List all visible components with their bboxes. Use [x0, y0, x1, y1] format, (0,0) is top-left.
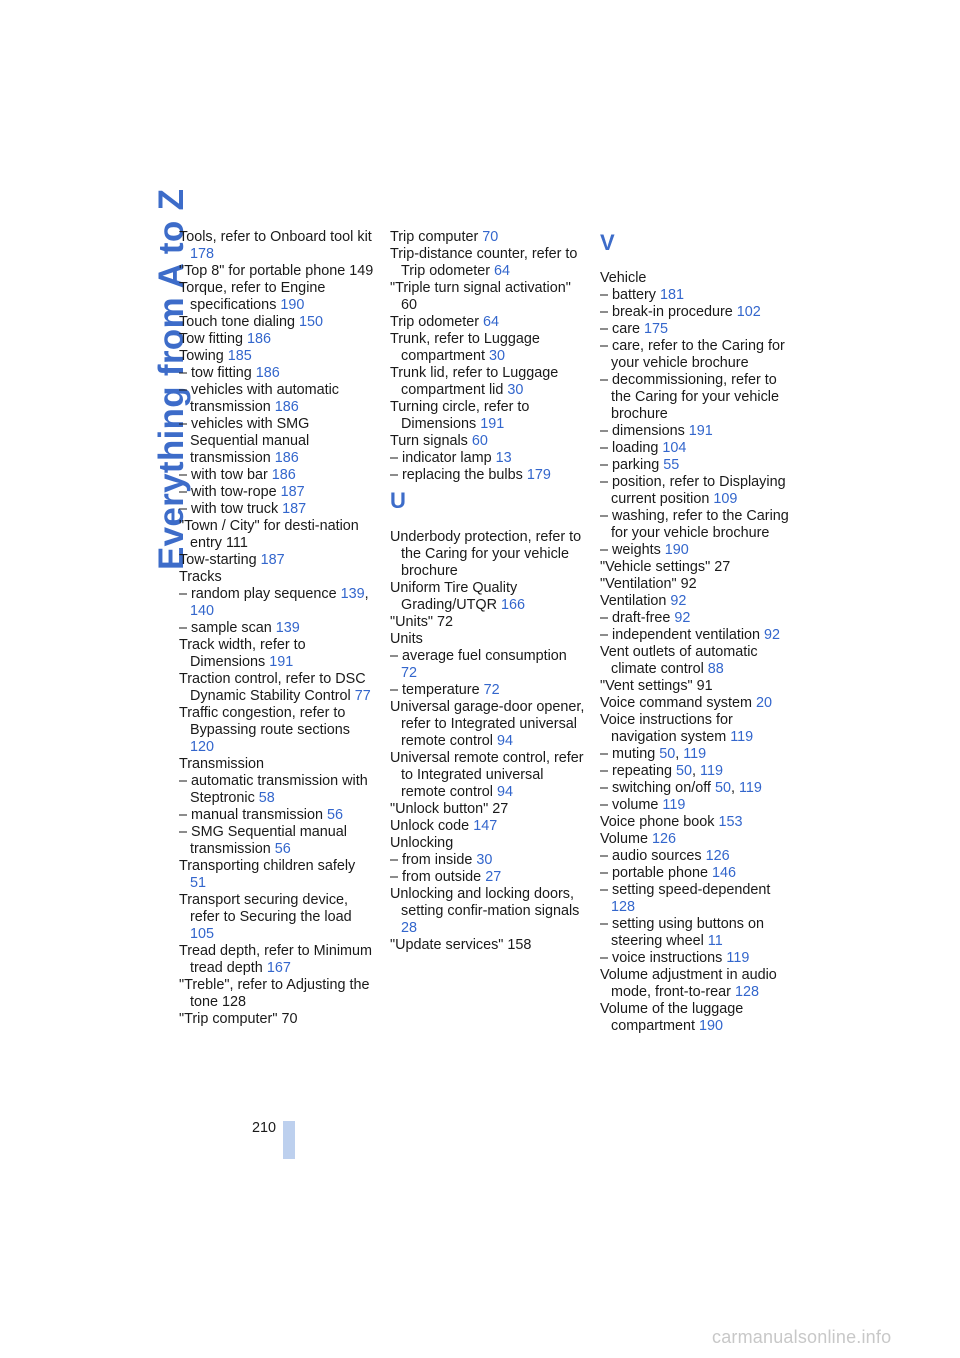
index-entry: [390, 631, 586, 648]
index-entry: [179, 416, 375, 467]
page-reference-link[interactable]: 77: [354, 688, 371, 704]
index-entry-text: Trip-distance counter, refer to Trip odometer: [390, 246, 578, 279]
index-entry: [390, 937, 586, 954]
page-number: 210: [252, 1120, 277, 1136]
index-entry: [600, 372, 794, 423]
watermark: carmanualsonline.info: [712, 1327, 892, 1347]
page-reference-link[interactable]: 64: [494, 263, 511, 279]
index-entry-text: Volume: [600, 831, 648, 847]
index-entry-text: – dimensions: [600, 423, 685, 439]
index-entry: – repeating 50, 119: [600, 763, 723, 779]
page-reference-link[interactable]: 119: [726, 950, 750, 966]
index-entry: [600, 695, 794, 712]
index-entry-text: Traction control, refer to DSC Dynamic Stability Control: [179, 671, 366, 704]
index-entry-text: Towing: [179, 348, 224, 364]
index-entry: [600, 814, 794, 831]
page-reference-link[interactable]: 119: [662, 797, 686, 813]
page-reference-link[interactable]: 175: [644, 321, 669, 337]
index-entry-text: Voice phone book: [600, 814, 715, 830]
page-reference-link[interactable]: 150: [299, 314, 324, 330]
index-entry-text: Ventilation: [600, 593, 667, 609]
page-reference-link[interactable]: 191: [269, 654, 294, 670]
index-entry: [179, 365, 375, 382]
index-entry: [390, 529, 586, 580]
index-entry-text: "Units" 72: [390, 614, 454, 630]
index-entry: [390, 648, 586, 682]
index-entry-text: Unlock code: [390, 818, 470, 834]
index-entry: [390, 450, 586, 467]
index-entry-text: Turning circle, refer to Dimensions: [390, 399, 530, 432]
page-reference-link[interactable]: 11: [707, 933, 723, 949]
page-reference-link[interactable]: 104: [662, 440, 687, 456]
index-entry: [179, 552, 375, 569]
index-entry: [390, 682, 586, 699]
page-reference-link[interactable]: 27: [485, 869, 502, 885]
index-entry-text: – setting using buttons on steering wheel: [600, 916, 765, 949]
index-entry-text: – volume: [600, 797, 659, 813]
index-entry: [179, 263, 375, 280]
index-entry: [179, 858, 375, 892]
index-entry-text: Uniform Tire Quality Grading/UTQR: [390, 580, 518, 613]
index-entry: [179, 892, 375, 943]
index-entry-text: – muting: [600, 746, 656, 762]
page-reference-link[interactable]: 92: [670, 593, 687, 609]
index-entry: [390, 818, 586, 835]
index-entry-text: Track width, refer to Dimensions: [179, 637, 306, 670]
index-entry: [600, 1001, 794, 1035]
index-entry: [179, 705, 375, 756]
index-entry-text: Unlocking and locking doors, setting confir-mation signals: [390, 886, 580, 919]
index-entry-text: Trunk, refer to Luggage compartment: [390, 331, 540, 364]
index-entry: – switching on/off 50, 119: [600, 780, 762, 796]
index-entry-text: – independent ventilation: [600, 627, 761, 643]
index-entry-text: Universal garage-door opener, refer to Integrated universal remote control: [390, 699, 585, 749]
index-entry-text: Vent outlets of automatic climate control: [600, 644, 758, 677]
index-entry-text: – replacing the bulbs: [390, 467, 523, 483]
page-reference-link[interactable]: 187: [280, 484, 305, 500]
index-entry: [390, 852, 586, 869]
page-reference-link[interactable]: 92: [764, 627, 781, 643]
page-reference-link[interactable]: 51: [190, 875, 207, 891]
index-entry-text: Voice command system: [600, 695, 752, 711]
page-reference-link[interactable]: 119: [683, 746, 707, 762]
index-entry: [179, 314, 375, 331]
page-reference-link[interactable]: 167: [266, 960, 291, 976]
index-entry-text: – vehicles with automatic transmission: [179, 382, 339, 415]
index-entry: [600, 321, 794, 338]
index-entry-text: – tow fitting: [179, 365, 252, 381]
index-entry: [600, 865, 794, 882]
index-entry: [179, 1011, 375, 1028]
index-entry-text: "Unlock button" 27: [390, 801, 509, 817]
index-entry: – muting 50, 119: [600, 746, 707, 762]
index-entry-text: Units: [390, 631, 423, 647]
page-reference-link[interactable]: 119: [700, 763, 723, 779]
index-column-3: [600, 229, 794, 1035]
index-entry: [179, 280, 375, 314]
page-reference-link[interactable]: 13: [495, 450, 512, 466]
page-reference-link[interactable]: 105: [190, 926, 215, 942]
index-entry-text: "Update services" 158: [390, 937, 532, 953]
index-entry: [600, 848, 794, 865]
index-entry: [179, 569, 375, 586]
index-entry: [390, 801, 586, 818]
index-entry-text: – washing, refer to the Caring for your vehicle brochure: [600, 508, 789, 541]
index-entry: [179, 620, 375, 637]
page-reference-link[interactable]: 147: [473, 818, 498, 834]
index-entry-text: "Top 8" for portable phone 149: [179, 263, 374, 279]
page-reference-link[interactable]: 56: [274, 841, 291, 857]
index-entry-text: Transporting children safely: [179, 858, 356, 874]
page-reference-link[interactable]: 55: [663, 457, 680, 473]
page-reference-link[interactable]: 50: [676, 763, 693, 779]
page-reference-link[interactable]: 94: [496, 784, 513, 800]
page-reference-link[interactable]: 190: [280, 297, 305, 313]
index-entry-text: – weights: [600, 542, 661, 558]
page-reference-link[interactable]: 181: [660, 287, 685, 303]
index-entry-text: Tow-starting: [179, 552, 257, 568]
index-entry-text: Turn signals: [390, 433, 468, 449]
index-entry: [179, 977, 375, 1011]
index-entry-text: "Ventilation" 92: [600, 576, 697, 592]
page-reference-link[interactable]: 187: [260, 552, 285, 568]
index-entry-text: – SMG Sequential manual transmission: [179, 824, 347, 857]
index-entry-text: – manual transmission: [179, 807, 323, 823]
index-entry-text: – audio sources: [600, 848, 702, 864]
index-entry: [600, 644, 794, 678]
page-reference-link[interactable]: 126: [652, 831, 677, 847]
index-entry: [179, 756, 375, 773]
index-entry-text: – position, refer to Displaying current position: [600, 474, 786, 507]
index-entry-text: – voice instructions: [600, 950, 723, 966]
page-reference-link[interactable]: 119: [730, 729, 754, 745]
index-entry: [600, 576, 794, 593]
index-entry: [600, 423, 794, 440]
page-reference-link[interactable]: 20: [755, 695, 772, 711]
index-entry-text: "Trip computer" 70: [179, 1011, 298, 1027]
page-reference-link[interactable]: 190: [664, 542, 689, 558]
index-entry: [390, 433, 586, 450]
index-entry: [600, 559, 794, 576]
index-entry-text: – decommissioning, refer to the Caring for your vehicle brochure: [600, 372, 779, 422]
page-reference-link[interactable]: 64: [483, 314, 500, 330]
index-entry-text: "Town / City" for desti-nation entry 111: [179, 518, 359, 551]
index-entry: [179, 467, 375, 484]
side-title: [112, 188, 191, 570]
index-entry: [390, 399, 586, 433]
index-entry: [600, 610, 794, 627]
page-reference-link[interactable]: 186: [274, 450, 299, 466]
page-reference-link[interactable]: 185: [227, 348, 252, 364]
page-reference-link[interactable]: 119: [738, 780, 762, 796]
index-entry: [179, 348, 375, 365]
page-reference-link[interactable]: 109: [713, 491, 738, 507]
index-entry-text: Underbody protection, refer to the Caring for your vehicle brochure: [390, 529, 582, 579]
index-entry-text: – average fuel consumption: [390, 648, 567, 664]
index-entry-text: – with tow bar: [179, 467, 268, 483]
page-reference-link[interactable]: 186: [255, 365, 280, 381]
page-reference-link[interactable]: 50: [714, 780, 731, 796]
index-entry: [390, 886, 586, 937]
page-reference-link[interactable]: 187: [282, 501, 307, 517]
index-entry-text: Touch tone dialing: [179, 314, 296, 330]
index-entry-text: Transmission: [179, 756, 265, 772]
page-reference-link[interactable]: 139: [340, 586, 365, 602]
index-entry-text: – break-in procedure: [600, 304, 733, 320]
index-entry-text: Tracks: [179, 569, 222, 585]
index-entry-text: Torque, refer to Engine specifications: [179, 280, 326, 313]
page-reference-link[interactable]: 166: [500, 597, 525, 613]
page-reference-link[interactable]: 50: [659, 746, 676, 762]
page-reference-link[interactable]: 58: [258, 790, 275, 806]
index-entry: [390, 614, 586, 631]
index-entry-text: Tools, refer to Onboard tool kit: [179, 229, 372, 245]
index-entry: [390, 314, 586, 331]
index-entry: [390, 365, 586, 399]
page-reference-link[interactable]: 191: [480, 416, 505, 432]
page-reference-link[interactable]: 30: [476, 852, 493, 868]
index-entry-text: Tow fitting: [179, 331, 243, 347]
page-reference-link[interactable]: 146: [712, 865, 737, 881]
index-entry-text: – automatic transmission with Steptronic: [179, 773, 368, 806]
index-entry: [179, 229, 375, 263]
section-letter: V: [600, 230, 615, 255]
index-entry: [600, 882, 794, 916]
index-entry-text: Trip computer: [390, 229, 479, 245]
index-entry: [179, 943, 375, 977]
index-entry: [600, 287, 794, 304]
index-entry: [600, 542, 794, 559]
index-entry-text: – with tow truck: [179, 501, 279, 517]
index-entry: [600, 508, 794, 542]
page-reference-link[interactable]: 88: [707, 661, 724, 677]
index-entry-text: – repeating: [600, 763, 673, 779]
index-entry: [600, 712, 794, 746]
index-entry-text: "Treble", refer to Adjusting the tone 128: [179, 977, 370, 1010]
index-entry-text: – from outside: [390, 869, 482, 885]
index-entry-text: – care, refer to the Caring for your vehicle brochure: [600, 338, 785, 371]
index-entry: [390, 869, 586, 886]
index-entry: [179, 637, 375, 671]
index-entry-text: – sample scan: [179, 620, 272, 636]
index-entry-text: – switching on/off: [600, 780, 711, 796]
index-entry: [600, 474, 794, 508]
index-entry-text: – vehicles with SMG Sequential manual transmission: [179, 416, 310, 466]
index-entry-text: – battery: [600, 287, 656, 303]
index-entry-text: – from inside: [390, 852, 473, 868]
index-entry: [179, 501, 375, 518]
index-entry: [179, 824, 375, 858]
index-column-2: [390, 229, 586, 954]
index-entry: [600, 440, 794, 457]
index-entry: [390, 280, 586, 314]
index-entry: [600, 338, 794, 372]
index-entry: [390, 467, 586, 484]
index-entry-text: – indicator lamp: [390, 450, 492, 466]
index-entry-text: Unlocking: [390, 835, 454, 851]
page-reference-link[interactable]: 186: [271, 467, 296, 483]
page-reference-link[interactable]: 30: [507, 382, 524, 398]
index-entry-text: Trunk lid, refer to Luggage compartment lid: [390, 365, 559, 398]
page-reference-link[interactable]: 191: [688, 423, 713, 439]
index-entry-text: "Triple turn signal activation" 60: [390, 280, 571, 313]
index-entry: [390, 835, 586, 852]
index-entry: [390, 229, 586, 246]
index-entry: [600, 967, 794, 1001]
index-entry: [179, 518, 375, 552]
section-letter: U: [390, 488, 406, 513]
index-entry: [179, 484, 375, 501]
index-entry-text: – draft-free: [600, 610, 671, 626]
page-reference-link[interactable]: 70: [482, 229, 499, 245]
page-reference-link[interactable]: 72: [483, 682, 500, 698]
page-reference-link[interactable]: 28: [401, 920, 418, 936]
page-reference-link[interactable]: 60: [471, 433, 488, 449]
index-entry: [390, 750, 586, 801]
index-entry: [600, 270, 794, 287]
index-entry-text: Vehicle: [600, 270, 647, 286]
page-reference-link[interactable]: 56: [326, 807, 343, 823]
index-entry-text: – parking: [600, 457, 660, 473]
index-entry-text: Volume adjustment in audio mode, front-to-rear: [600, 967, 777, 1000]
index-entry: [179, 807, 375, 824]
index-entry-text: Voice instructions for navigation system: [600, 712, 733, 745]
index-entry-text: "Vent settings" 91: [600, 678, 713, 694]
index-entry-text: – loading: [600, 440, 659, 456]
index-entry-text: – portable phone: [600, 865, 709, 881]
index-entry: [390, 331, 586, 365]
index-entry-text: Volume of the luggage compartment: [600, 1001, 744, 1034]
index-entry: [600, 831, 794, 848]
index-entry-text: Trip odometer: [390, 314, 480, 330]
index-entry: [390, 580, 586, 614]
index-entry-text: – setting speed-dependent: [600, 882, 771, 898]
page-reference-link[interactable]: 128: [611, 899, 636, 915]
page-reference-link[interactable]: 102: [736, 304, 761, 320]
page-reference-link[interactable]: 139: [275, 620, 300, 636]
index-entry: [600, 678, 794, 695]
index-entry: [600, 916, 794, 950]
page-reference-link[interactable]: 92: [674, 610, 691, 626]
page-reference-link[interactable]: 120: [190, 739, 215, 755]
index-entry: [390, 699, 586, 750]
index-entry: [390, 246, 586, 280]
index-entry: [600, 593, 794, 610]
side-title-text: Everything from A to Z: [152, 188, 191, 570]
index-entry: [179, 382, 375, 416]
index-entry-text: – care: [600, 321, 640, 337]
index-entry: [600, 457, 794, 474]
index-entry-text: Tread depth, refer to Minimum tread depth: [179, 943, 373, 976]
page-reference-link[interactable]: 72: [401, 665, 418, 681]
index-entry: [600, 950, 794, 967]
page-marker-bar: [283, 1121, 295, 1159]
page-reference-link[interactable]: 140: [190, 603, 215, 619]
page-reference-link[interactable]: 126: [705, 848, 730, 864]
page-reference-link[interactable]: 186: [274, 399, 299, 415]
index-entry: [179, 671, 375, 705]
index-entry-text: – with tow-rope: [179, 484, 277, 500]
index-entry: [600, 627, 794, 644]
page-reference-link[interactable]: 128: [734, 984, 759, 1000]
index-entry: [600, 797, 794, 814]
index-entry: – random play sequence 139, 140: [179, 586, 369, 619]
page-reference-link[interactable]: 190: [698, 1018, 723, 1034]
index-entry-text: – temperature: [390, 682, 480, 698]
page-reference-link[interactable]: 94: [496, 733, 513, 749]
page-reference-link[interactable]: 153: [718, 814, 743, 830]
index-entry-text: Universal remote control, refer to Integrated universal remote control: [390, 750, 584, 800]
index-column-1: [179, 229, 375, 1028]
index-entry-text: Traffic congestion, refer to Bypassing route sections: [179, 705, 350, 738]
index-entry-text: – random play sequence: [179, 586, 337, 602]
index-entry-text: Transport securing device, refer to Securing the load: [179, 892, 352, 925]
index-entry: [600, 304, 794, 321]
page-reference-link[interactable]: 30: [488, 348, 505, 364]
page-reference-link[interactable]: 186: [246, 331, 271, 347]
index-entry: [179, 331, 375, 348]
page-reference-link[interactable]: 178: [190, 246, 215, 262]
index-entry: [179, 773, 375, 807]
page-reference-link[interactable]: 179: [526, 467, 551, 483]
index-entry-text: "Vehicle settings" 27: [600, 559, 731, 575]
